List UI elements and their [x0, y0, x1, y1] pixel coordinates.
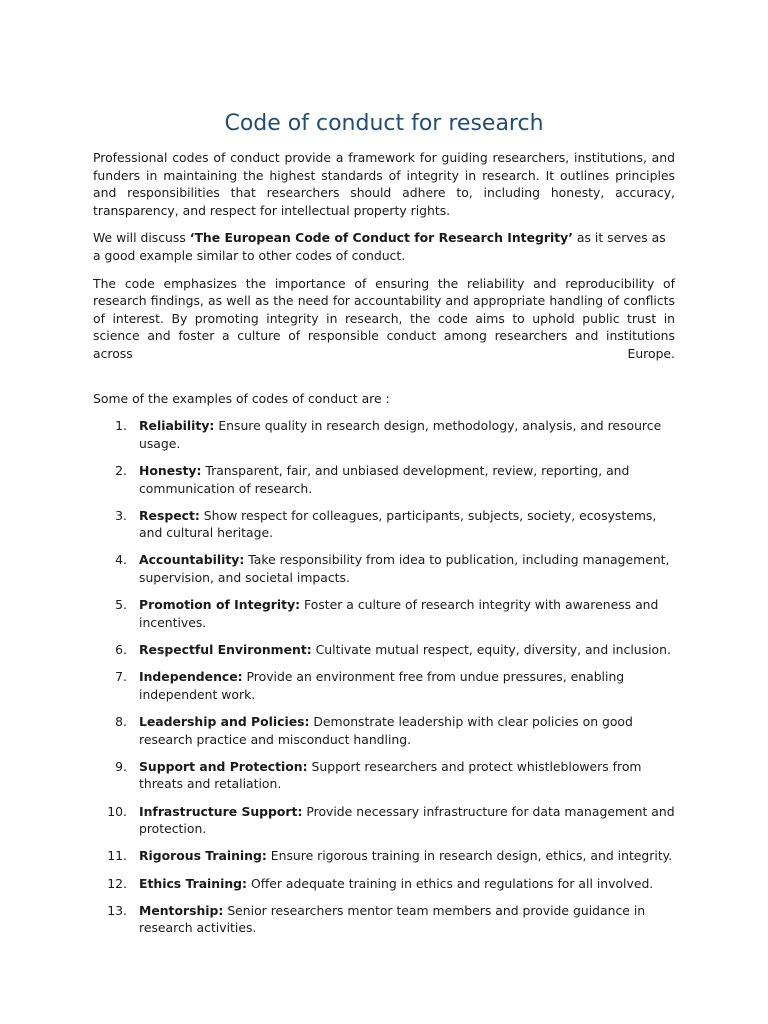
list-item-number: 12.: [107, 875, 127, 891]
list-item-text: Transparent, fair, and unbiased development, review, reporting, and communication of research.: [139, 462, 630, 496]
intro-paragraph: Professional codes of conduct provide a framework for guiding researchers, institutions, and funders in maintaining the highest standards of integrity in research. It outlines principles and responsibilities that researchers should adhere to, including honesty, accuracy, transparency, and respect for intellectual property rights.: [93, 150, 675, 218]
list-item: [93, 668, 675, 703]
list-item-number: 2.: [115, 462, 127, 478]
list-item-term: Accountability:: [139, 552, 245, 568]
list-item: [93, 713, 675, 748]
list-item-term: Promotion of Integrity:: [139, 597, 301, 613]
list-item-number: 5.: [115, 597, 127, 613]
list-item: [93, 847, 675, 865]
emphasis-paragraph: The code emphasizes the importance of ensuring the reliability and reproducibility of research findings, as well as the need for accountability and appropriate handling of conflicts of interest. By promoting integrity in research, the code aims to uphold public trust in science and foster a culture of responsible conduct among researchers and institutions across Europe.: [93, 275, 675, 361]
conduct-list: [93, 417, 675, 937]
list-item-number: 4.: [115, 552, 127, 568]
section-spacer: [93, 373, 675, 390]
list-intro: Some of the examples of codes of conduct are :: [93, 390, 390, 406]
list-item-term: Rigorous Training:: [139, 848, 267, 864]
list-item: [93, 596, 675, 631]
list-item-text: Provide an environment free from undue pressures, enabling independent work.: [139, 669, 625, 702]
list-item: [93, 758, 675, 793]
list-item: [93, 641, 675, 659]
list-item-number: 9.: [115, 758, 127, 774]
list-item-text: Support researchers and protect whistleblowers from threats and retaliation.: [139, 758, 642, 792]
list-item-text: Ensure quality in research design, methodology, analysis, and resource usage.: [139, 418, 662, 451]
list-item-number: 13.: [107, 902, 127, 918]
document-page: [93, 108, 675, 947]
list-item-term: Leadership and Policies:: [139, 714, 310, 729]
list-item-text: Ensure rigorous training in research design, ethics, and integrity.: [266, 848, 673, 864]
list-item-text: Foster a culture of research integrity with awareness and incentives.: [139, 597, 659, 630]
list-item: [93, 462, 675, 497]
list-item: [93, 803, 675, 838]
list-item-term: Mentorship:: [139, 902, 224, 918]
page-title: Code of conduct for research: [224, 111, 544, 136]
list-item: [93, 875, 675, 893]
list-item-term: Honesty:: [139, 462, 202, 478]
list-item-term: Reliability:: [139, 418, 215, 434]
list-item-number: 7.: [115, 669, 127, 685]
list-item-term: Independence:: [139, 669, 243, 685]
list-item-number: 1.: [115, 418, 127, 434]
discussion-suffix: as it serves as a good example similar to other codes of conduct.: [93, 230, 666, 263]
list-item-text: Provide necessary infrastructure for data management and protection.: [139, 803, 675, 837]
list-item-text: Offer adequate training in ethics and regulations for all involved.: [247, 875, 654, 891]
discussion-paragraph: [93, 229, 675, 264]
list-item-number: 3.: [115, 507, 127, 523]
list-item-number: 6.: [115, 642, 127, 658]
list-item-term: Infrastructure Support:: [139, 803, 303, 819]
list-item-term: Support and Protection:: [139, 758, 308, 774]
list-item-term: Respectful Environment:: [139, 642, 312, 658]
list-item-text: Demonstrate leadership with clear policies on good research practice and misconduct handling.: [139, 714, 633, 747]
list-item-number: 8.: [115, 714, 127, 729]
list-item-text: Senior researchers mentor team members and provide guidance in research activities.: [139, 902, 646, 936]
list-item-number: 10.: [107, 803, 127, 819]
list-item: [93, 902, 675, 937]
discussion-prefix: We will discuss: [93, 230, 190, 246]
list-item-term: Ethics Training:: [139, 875, 248, 891]
code-name: ‘The European Code of Conduct for Research Integrity’: [189, 230, 573, 246]
list-item-text: Show respect for colleagues, participants, subjects, society, ecosystems, and cultural heritage.: [139, 507, 657, 541]
list-item-text: Cultivate mutual respect, equity, diversity, and inclusion.: [311, 642, 671, 658]
list-item-text: Take responsibility from idea to publication, including management, supervision, and societal impacts.: [139, 552, 670, 586]
list-item: [93, 507, 675, 542]
list-item: [93, 417, 675, 452]
list-item-number: 11.: [107, 848, 127, 864]
list-item-term: Respect:: [139, 507, 200, 523]
list-item: [93, 551, 675, 586]
